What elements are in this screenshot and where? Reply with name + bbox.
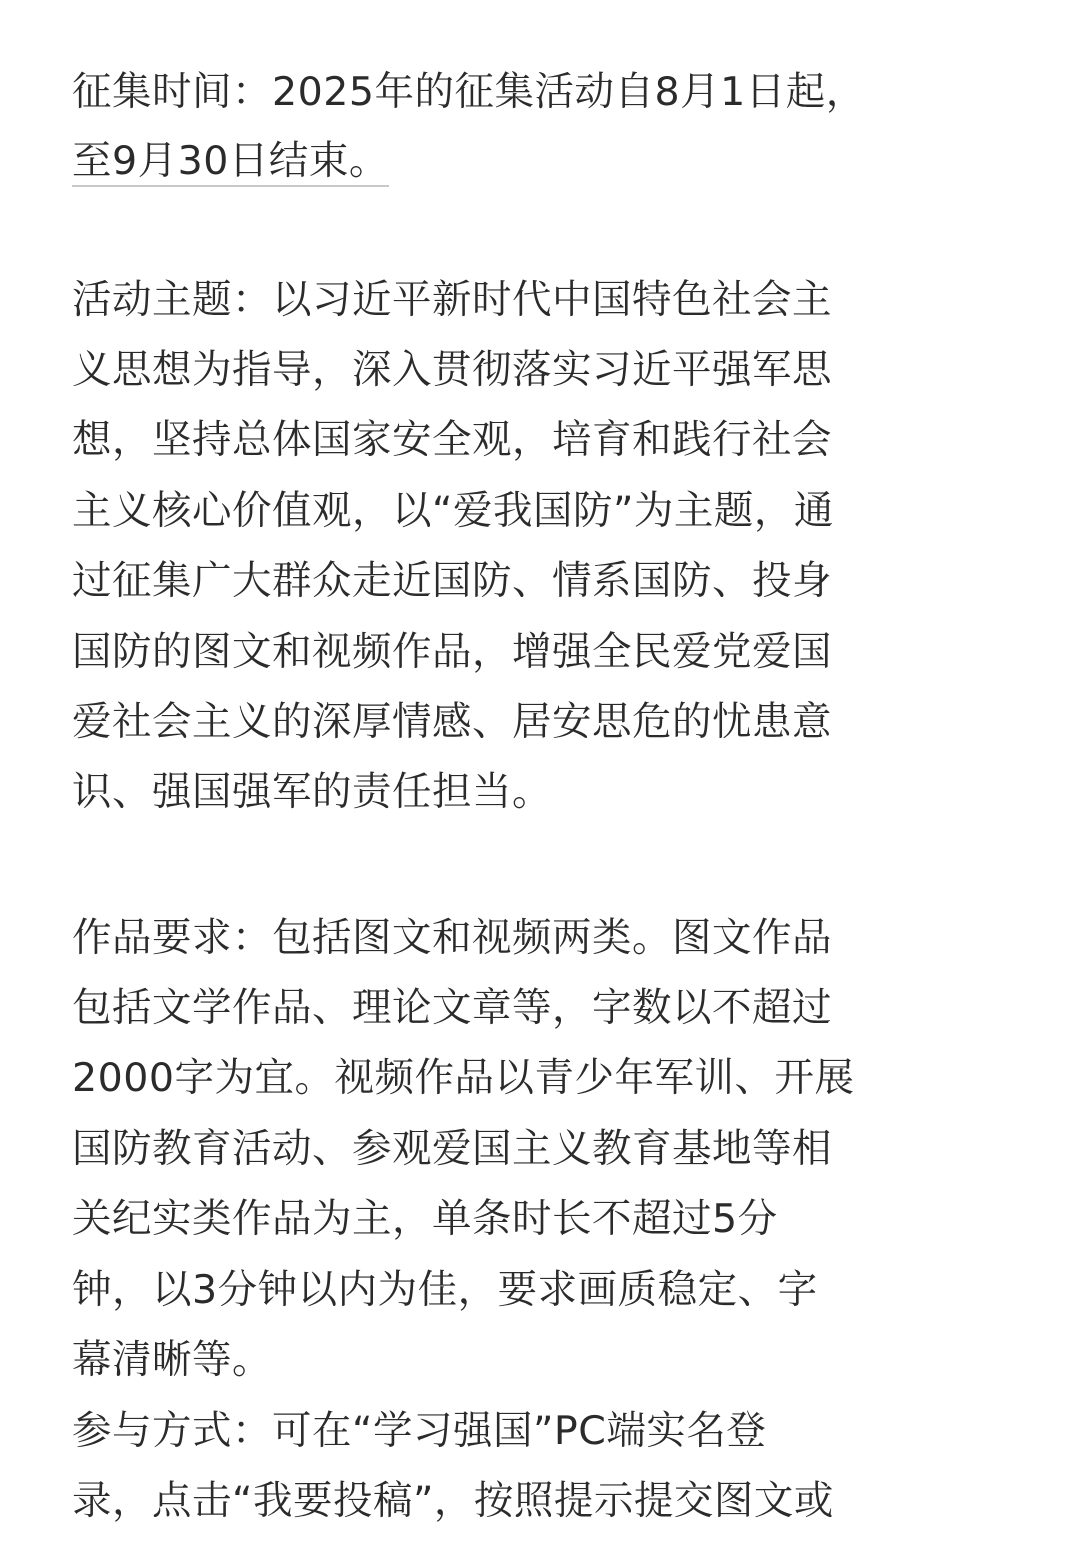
theme-line-8: 识、强国强军的责任担当。 [72,769,552,815]
requirements-line-4: 国防教育活动、参观爱国主义教育基地等相 [72,1126,832,1172]
theme-line-2: 义思想为指导，深入贯彻落实习近平强军思 [72,347,832,393]
time-line-2-text: 至9月30日结束。 [72,138,389,187]
theme-line-5: 过征集广大群众走近国防、情系国防、投身 [72,558,832,604]
requirements-line-7: 幕清晰等。 [72,1337,272,1383]
requirements-line-2: 包括文学作品、理论文章等，字数以不超过 [72,985,832,1031]
theme-line-4: 主义核心价值观，以“爱我国防”为主题，通 [72,488,834,534]
theme-line-3: 想，坚持总体国家安全观，培育和践行社会 [72,417,832,463]
requirements-line-6: 钟，以3分钟以内为佳，要求画质稳定、字 [72,1267,818,1313]
theme-line-6: 国防的图文和视频作品，增强全民爱党爱国 [72,629,832,675]
requirements-line-5: 关纪实类作品为主，单条时长不超过5分 [72,1196,778,1242]
theme-line-7: 爱社会主义的深厚情感、居安思危的忧患意 [72,699,832,745]
time-line-2 [72,126,1032,196]
time-line-1: 征集时间：2025年的征集活动自8月1日起， [72,69,866,115]
requirements-line-1: 作品要求：包括图文和视频两类。图文作品 [72,915,832,961]
requirements-line-3: 2000字为宜。视频作品以青少年军训、开展 [72,1055,855,1101]
theme-line-1: 活动主题：以习近平新时代中国特色社会主 [72,277,832,323]
participation-line-2: 录，点击“我要投稿”，按照提示提交图文或 [72,1478,834,1524]
participation-line-1: 参与方式：可在“学习强国”PC端实名登 [72,1408,767,1454]
